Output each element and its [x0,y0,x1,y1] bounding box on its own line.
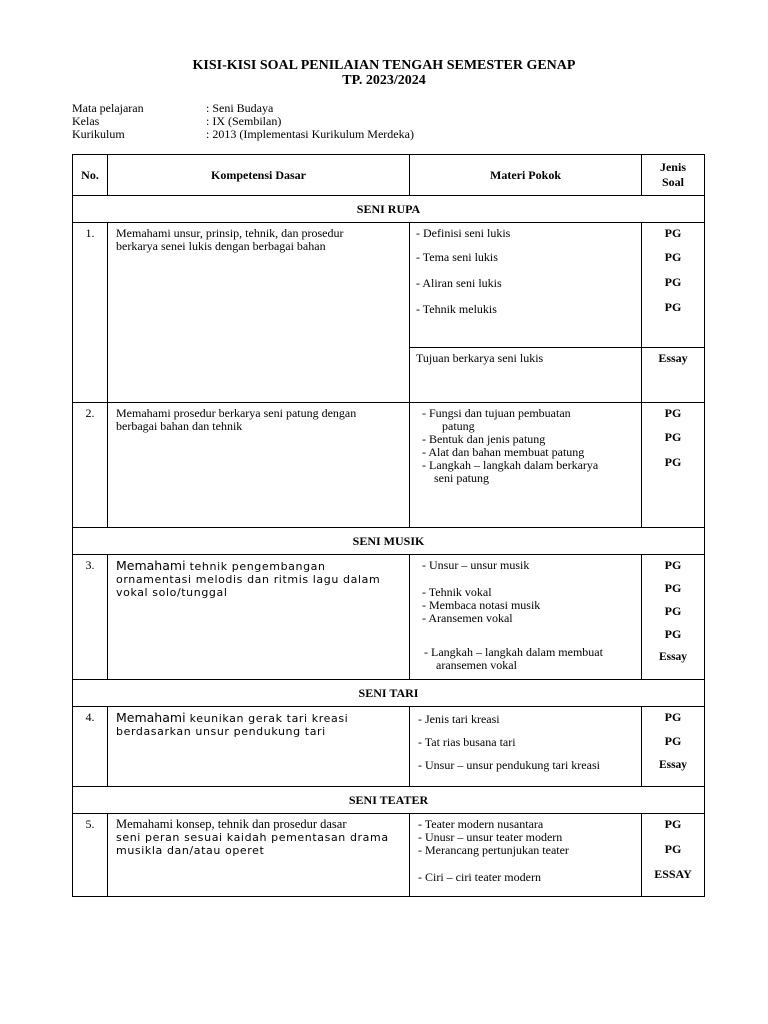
jenis-item: PG [664,275,682,289]
materi-pokok-cell [410,707,642,787]
jenis-soal-cell [642,403,705,528]
jenis-item: PG [664,817,682,831]
jenis-item: PG [664,455,682,469]
jenis-item: PG [664,581,682,595]
kd-line: vokal solo/tunggal [116,586,228,599]
jenis-item: Essay [658,351,688,365]
table-header-row [73,155,705,196]
table-row [73,555,705,680]
materi-pokok-cell [410,814,642,897]
materi-pokok-cell [410,403,642,528]
materi-item: - Unsur – unsur pendukung tari kreasi [418,758,600,772]
jenis-soal-cell [642,348,705,403]
materi-item: - Tehnik vokal [422,585,492,599]
jenis-item: Essay [658,651,688,663]
materi-item: - Tat rias busana tari [418,735,516,749]
section-row [73,787,705,814]
materi-item: - Ciri – ciri teater modern [418,870,541,884]
materi-item: - Teater modern nusantara [418,817,544,831]
jenis-item: PG [664,627,682,641]
table-row [73,403,705,528]
row-number: 4. [73,707,108,787]
document-info [72,102,414,141]
kd-line: musikla dan/atau operet [116,844,265,857]
kisi-kisi-table [72,154,705,897]
materi-item: - Aransemen vokal [422,611,513,625]
materi-item: - Unusr – unsur teater modern [418,830,563,844]
jenis-item: PG [664,226,682,240]
kd-line: berbagai bahan dan tehnik [116,419,243,433]
jenis-item: ESSAY [654,867,692,881]
kd-line: berkarya senei lukis dengan berbagai bahan [116,239,326,253]
materi-item: - Langkah – langkah dalam membuat [424,645,603,659]
materi-item: - Tehnik melukis [416,302,497,316]
kd-line: keunikan gerak tari kreasi [185,712,349,725]
materi-item: - Unsur – unsur musik [422,558,530,572]
materi-item: aransemen vokal [436,658,517,672]
jenis-item: PG [664,406,682,420]
row-number: 2. [73,403,108,528]
materi-item: - Aliran seni lukis [416,276,502,290]
jenis-item: PG [664,842,682,856]
kd-line: seni peran sesuai kaidah pementasan drama [116,831,389,844]
jenis-soal-cell [642,223,705,348]
kd-line: tehnik pengembangan [185,560,326,573]
kompetensi-dasar-cell [108,814,410,897]
row-number: 5. [73,814,108,897]
kd-line: berdasarkan unsur pendukung tari [116,725,326,738]
jenis-soal-cell [642,707,705,787]
row-number: 3. [73,555,108,680]
materi-item: Tujuan berkarya seni lukis [416,351,544,365]
materi-item: - Langkah – langkah dalam berkarya [422,458,599,472]
row-number: 1. [73,223,108,403]
jenis-soal-cell [642,814,705,897]
header-kompetensi-dasar: Kompetensi Dasar [108,155,410,196]
info-value: : IX (Sembilan) [206,114,282,128]
info-label: Kelas [72,114,100,128]
materi-item: - Fungsi dan tujuan pembuatan [422,406,571,420]
section-row [73,196,705,223]
jenis-item: PG [664,604,682,618]
table-row [73,814,705,897]
kompetensi-dasar-cell [108,223,410,403]
header-jenis-line1: Jenis [659,160,686,174]
section-title-seni-tari: SENI TARI [73,680,705,707]
document-subtitle: TP. 2023/2024 [342,73,426,88]
materi-item: patung [442,419,475,433]
header-materi-pokok: Materi Pokok [410,155,642,196]
kd-lead: Memahami [116,558,186,573]
materi-item: - Tema seni lukis [416,250,498,264]
kompetensi-dasar-cell [108,707,410,787]
info-value: : 2013 (Implementasi Kurikulum Merdeka) [206,127,414,141]
jenis-item: PG [664,430,682,444]
materi-pokok-cell [410,555,642,680]
materi-item: - Bentuk dan jenis patung [422,432,546,446]
header-jenis-line2: Soal [661,175,684,189]
jenis-item: PG [664,734,682,748]
kd-line: Memahami unsur, prinsip, tehnik, dan prosedur [116,226,344,240]
section-row [73,680,705,707]
document-title: KISI-KISI SOAL PENILAIAN TENGAH SEMESTER GENAP [192,58,576,73]
info-label: Mata pelajaran [72,101,144,115]
table-row [73,223,705,348]
materi-item: - Jenis tari kreasi [418,712,500,726]
info-label: Kurikulum [72,127,125,141]
jenis-item: PG [664,300,682,314]
materi-pokok-cell [410,223,642,348]
materi-pokok-cell [410,348,642,403]
jenis-item: Essay [658,759,688,771]
kd-lead: Memahami [116,710,186,725]
section-row [73,528,705,555]
kd-lead: Memahami konsep, tehnik dan prosedur dasar [116,817,347,831]
jenis-item: PG [664,558,682,572]
jenis-item: PG [664,710,682,724]
materi-item: seni patung [434,471,489,485]
jenis-item: PG [664,250,682,264]
materi-item: - Merancang pertunjukan teater [418,843,569,857]
section-title-seni-rupa: SENI RUPA [73,196,705,223]
header-jenis-soal [642,155,705,196]
section-title-seni-musik: SENI MUSIK [73,528,705,555]
kompetensi-dasar-cell [108,403,410,528]
info-row-curriculum [72,128,414,141]
info-value: : Seni Budaya [206,101,274,115]
kd-line: ornamentasi melodis dan ritmis lagu dalam [116,573,381,586]
materi-item: - Alat dan bahan membuat patung [422,445,585,459]
header-no: No. [73,155,108,196]
materi-item: - Definisi seni lukis [416,226,511,240]
materi-item: - Membaca notasi musik [422,598,541,612]
kd-line: Memahami prosedur berkarya seni patung dengan [116,406,357,420]
jenis-soal-cell [642,555,705,680]
kompetensi-dasar-cell [108,555,410,680]
section-title-seni-teater: SENI TEATER [73,787,705,814]
table-row [73,707,705,787]
